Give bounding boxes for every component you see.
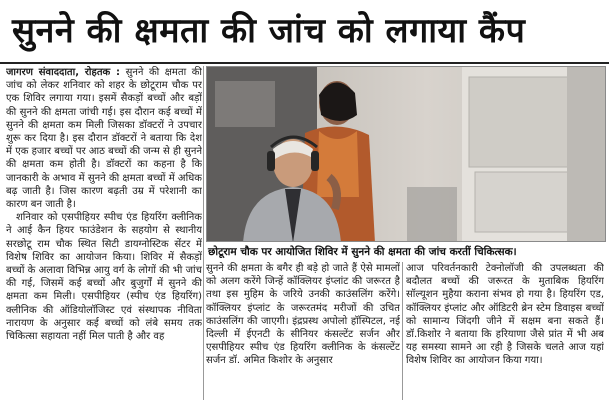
column-divider bbox=[203, 66, 204, 400]
headline-rule bbox=[0, 62, 609, 64]
headline: सुनने की क्षमता की जांच को लगाया कैंप bbox=[12, 11, 526, 51]
byline: जागरण संवाददाता, रोहतक : bbox=[6, 67, 121, 78]
left-column bbox=[6, 66, 202, 402]
column-divider-bottom bbox=[402, 262, 403, 400]
right-column: आज परिवर्तनकारी टेक्नोलॉजी की उपलब्धता की बदौलत बच्चों की जरूरत के मुताबिक हियरिंग सॉल्यूशन मुहैया कराना संभव हो गया है। हियरिंग एड, कॉक्लियर इंप्लांट और ऑडिटरी ब्रेन स्टेम डिवाइस बच्चों को सामान्य जिंदगी जीने में सक्षम बना सकते हैं। डॉ.किशोर ने बताया कि हरियाणा जैसे प्रांत में भी अब यह समस्या सामने आ रही है जिसके चलते आज यहां विशेष शिविर का आयोजन किया गया। bbox=[406, 263, 604, 367]
news-photo bbox=[206, 66, 606, 242]
photo-illustration bbox=[207, 67, 606, 242]
second-paragraph: शनिवार को एसपीहियर स्पीच एंड हियरिंग क्लीनिक ने आई कैन हियर फाउंडेशन के सहयोग से स्थानीय सरछोटू राम चौक स्थित सिटी डायग्नोस्टिक सेंटर में विशेष शिविर का आयोजन किया। शिविर में सैकड़ों बच्चों के अलावा विभिन्न आयु वर्ग के लोगों की भी जांच की गई, जिसमें कई बच्चों और बुजुर्गों में सुनने की क्षमता कम मिली। एसपीहियर (स्पीच एंड हियरिंग) क्लीनिक की ऑडियोलॉजिस्ट एवं संस्थापक नीविता नारायण के अनुसार कई बच्चों को लंबे समय तक चिकित्सा सहायता नहीं मिल पाती है और वह bbox=[6, 212, 202, 343]
middle-column: सुनने की क्षमता के बगैर ही बड़े हो जाते हैं ऐसे मामलों को अलग करेंगे जिन्हें कॉक्लियर इंप्लांट की जरूरत है तथा इस मुहिम के जरिये उनकी काउंसलिंग करेंगे। कॉक्लियर इंप्लांट के जरूरतमंद मरीजों की उचित काउंसलिंग की जाएगी। इंद्रप्रस्थ अपोलो हॉस्पिटल, नई दिल्ली में ईएनटी के सीनियर कंसल्टेंट सर्जन और एसपीहियर स्पीच एंड हियरिंग क्लीनिक के कंसल्टेंट सर्जन डॉ. अमित किशोर के अनुसार bbox=[206, 263, 400, 367]
photo-caption: छोटूराम चौक पर आयोजित शिविर में सुनने की क्षमता की जांच करतीं चिकित्सक। bbox=[208, 246, 517, 258]
lead-paragraph bbox=[6, 66, 202, 211]
lead-text: सुनने की क्षमता की जांच को लेकर शनिवार को शहर के छोटूराम चौक पर एक शिविर लगाया गया। इसमें सैकड़ों बच्चों और बड़ों की सुनने की क्षमता जांची गई। इस दौरान कई बच्चों में सुनने की क्षमता कम मिली जिसका डॉक्टरों ने उपचार शुरू कर दिया है। इस दौरान डॉक्टरों ने बताया कि देश में एक हजार बच्चों पर आठ बच्चों की जन्म से ही सुनने की क्षमता कम होती है। डॉक्टरों का कहना है कि जानकारी के अभाव में सुनने की क्षमता बच्चों में अधिक बढ़ जाती है। जिस कारण बढ़ती उम्र में परेशानी का कारण बन जाती है। bbox=[6, 67, 202, 211]
